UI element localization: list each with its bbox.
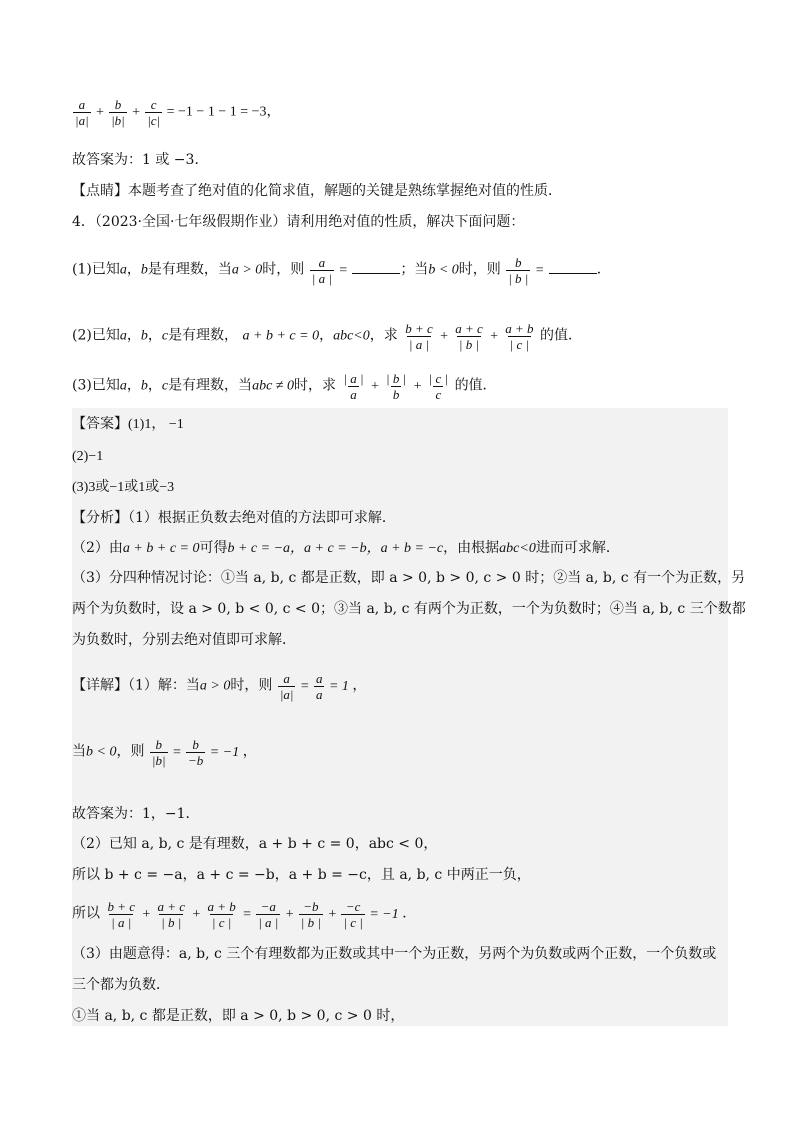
previous-answer: 故答案为：1 或 −3．	[72, 152, 209, 168]
question-1: (1)已知a，b是有理数，当a > 0时，则 $\frac{a}{| a |}$ = ；当b < 0时，则 $\frac{b}{| b |}$ = ．	[72, 255, 611, 286]
answer-line-3: (3)3或−1或1或−3	[72, 480, 175, 495]
detail-3-line-2: 三个都为负数．	[72, 977, 170, 993]
note-line: 【点睛】本题考查了绝对值的化简求值，解题的关键是熟练掌握绝对值的性质．	[72, 183, 562, 199]
detail-line-1: 【详解】（1）解：当a > 0时，则 $\frac{a}{|a|}$ = $\frac{a}{a}$ = 1 ，	[72, 671, 367, 702]
question-3: (3)已知a，b，c是有理数，当abc ≠ 0时，求 $\frac{| a |}{a}$ + $\frac{| b |}{b}$ + $\frac{| c |}{c}$ 的值．	[72, 371, 497, 402]
sum-line: $\frac{a}{|a|}$ + $\frac{b}{|b|}$ + $\frac{c}{|c|}$ = −1 − 1 − 1 = −3，	[75, 97, 281, 128]
detail-2-line-1: （2）已知 a, b, c 是有理数，a + b + c = 0，abc < 0，	[72, 836, 438, 852]
question-2: (2)已知a，b，c是有理数， a + b + c = 0，abc<0，求 $\frac{b + c}{| a |}$ + $\frac{a + c}{| b |}$ + $\frac{a + b}{| c |}$ 的值．	[72, 321, 582, 352]
blank-1[interactable]	[352, 261, 400, 274]
detail-line-2: 当b < 0，则 $\frac{b}{|b|}$ = $\frac{b}{-b}$ = −1 ，	[72, 737, 257, 768]
detail-3-line-3: ①当 a, b, c 都是正数，即 a > 0, b > 0, c > 0 时，	[72, 1008, 405, 1024]
solution-panel	[72, 408, 728, 1026]
answer-line-1: 【答案】(1)1， −1	[72, 416, 184, 432]
analysis-line-3: （3）分四种情况讨论：①当 a, b, c 都是正数，即 a > 0, b > 0, c > 0 时；②当 a, b, c 有一个为正数，另	[72, 570, 746, 586]
detail-2-line-2: 所以 b + c = −a，a + c = −b，a + b = −c，且 a, b, c 中两正一负，	[72, 867, 531, 883]
analysis-line-4: 两个为负数时，设 a > 0, b < 0, c < 0；③当 a, b, c 有两个为正数，一个为负数时；④当 a, b, c 三个数都	[72, 601, 746, 617]
detail-2-line-3: 所以 $\frac{b + c}{| a |}$ + $\frac{a + c}{| b |}$ + $\frac{a + b}{| c |}$ = $\frac{-a}{| a |}$ + $\frac{-b}{| b |}$ + $\frac{-c}{| c |}$ = −1 ．	[72, 899, 417, 930]
problem-header: 4．（2023·全国·七年级假期作业）请利用绝对值的性质，解决下面问题：	[72, 214, 525, 230]
answer-line-2: (2)−1	[72, 449, 104, 464]
detail-answer: 故答案为：1，−1．	[72, 806, 200, 822]
blank-2[interactable]	[549, 261, 597, 274]
analysis-line-1: 【分析】（1）根据正负数去绝对值的方法即可求解．	[72, 510, 396, 526]
analysis-line-5: 为负数时，分别去绝对值即可求解．	[72, 632, 296, 648]
detail-3-line-1: （3）由题意得：a, b, c 三个有理数都为正数或其中一个为正数，另两个为负数或两个正数，一个负数或	[72, 946, 717, 962]
analysis-line-2: （2）由a + b + c = 0可得b + c = −a，a + c = −b，a + b = −c，由根据abc<0进而可求解．	[72, 540, 620, 556]
